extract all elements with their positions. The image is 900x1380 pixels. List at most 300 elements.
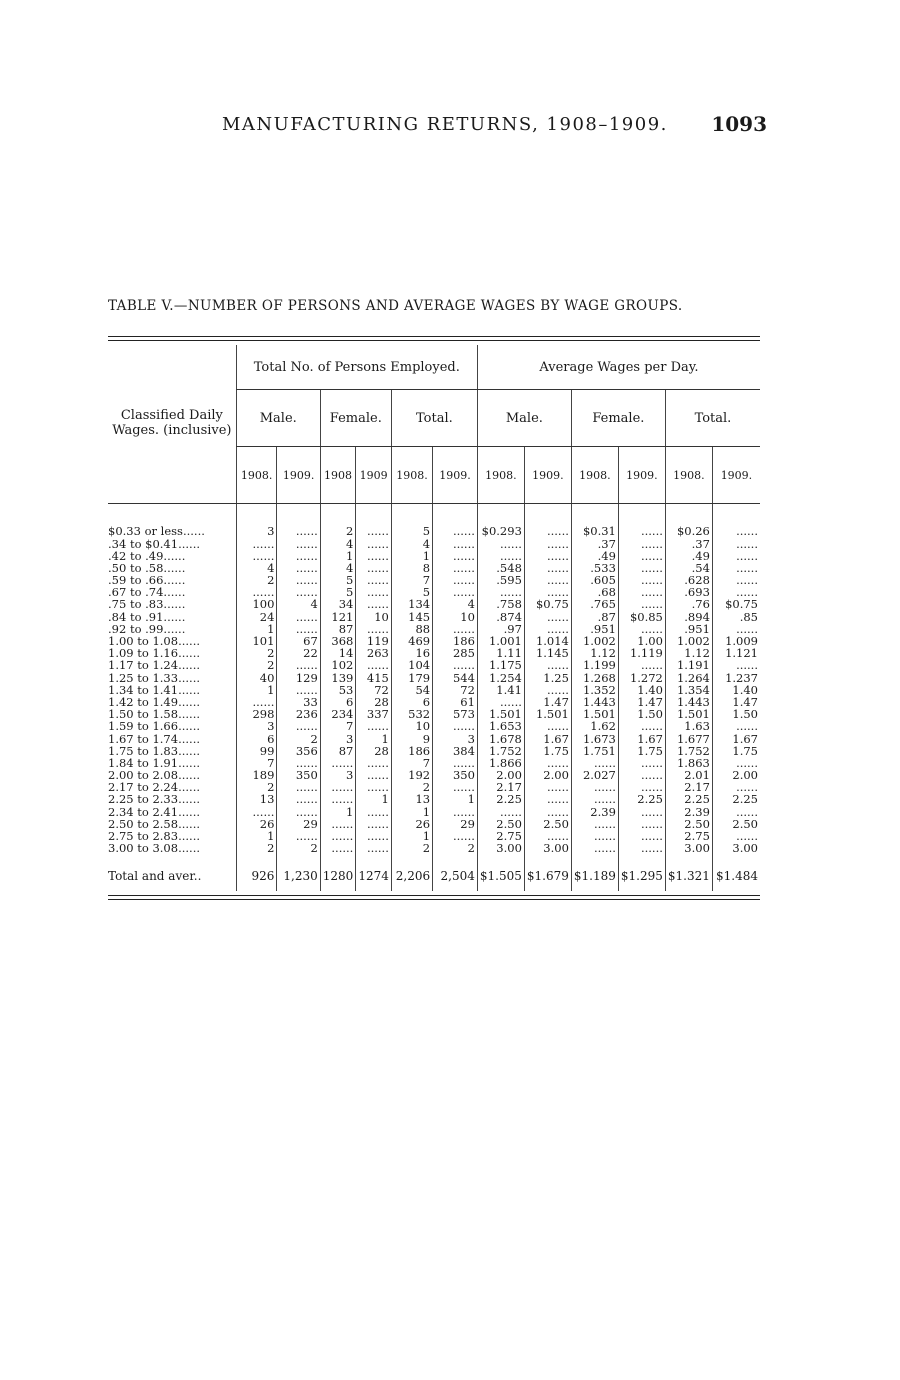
wage-class-label: 2.00 to 2.08...... [108,769,200,782]
table-cell: ...... [712,721,760,733]
table-cell: 3 [433,733,478,745]
table-cell: ...... [277,587,320,599]
table-row [108,806,760,818]
table-row [108,672,760,684]
table-cell: ...... [618,526,665,538]
table-cell: $0.26 [665,526,712,538]
table-cell: .97 [477,624,524,636]
table-cell: ...... [571,794,618,806]
table-row [108,563,760,575]
table-cell: ...... [618,831,665,843]
table-cell: ...... [277,550,320,562]
table-cell: 2 [236,575,277,587]
sub-header-total-persons: Total. [391,390,477,447]
table-cell: 119 [356,636,392,648]
table-cell: 1.653 [477,721,524,733]
table-cell: $1.295 [618,855,665,891]
table-cell: ...... [712,575,760,587]
table-cell: ...... [524,794,571,806]
table-cell: 24 [236,611,277,623]
table-cell: $0.293 [477,526,524,538]
table-cell: 1.75 [524,745,571,757]
table-cell: 1 [391,550,432,562]
table-cell: ...... [433,624,478,636]
table-cell: 1.67 [618,733,665,745]
table-cell: ...... [524,624,571,636]
table-cell: ...... [524,563,571,575]
table-cell: ...... [320,758,356,770]
table-cell: 1.752 [477,745,524,757]
table-cell: 1.11 [477,648,524,660]
table-cell: ...... [618,806,665,818]
table-cell: 1 [391,831,432,843]
table-cell: ...... [712,587,760,599]
table-cell: 1274 [356,855,392,891]
table-cell: ...... [356,550,392,562]
table-cell: $1.679 [524,855,571,891]
bottom-rule [108,895,760,896]
table-cell: ...... [356,575,392,587]
page-header [222,112,767,142]
table-cell: 4 [391,538,432,550]
table-cell: 1.254 [477,672,524,684]
wage-class-label: Total and aver.. [108,869,202,884]
wage-class-label: 1.50 to 1.58...... [108,708,200,721]
table-cell: 1.191 [665,660,712,672]
table-cell: 2 [433,843,478,855]
wage-class-label: .42 to .49...... [108,550,186,563]
table-cell: ...... [356,819,392,831]
wage-class-label: $0.33 or less...... [108,526,205,539]
table-cell: 189 [236,770,277,782]
table-cell: ...... [277,794,320,806]
table-row [108,538,760,550]
year-header: 1908. [477,447,524,504]
table-cell: 101 [236,636,277,648]
table-cell: ...... [618,819,665,831]
stub-header: Classified Daily Wages. (inclusive) [108,345,236,504]
wage-class-label: 1.42 to 1.49...... [108,696,200,709]
year-header: 1908 [320,447,356,504]
table-cell: 2,206 [391,855,432,891]
table-cell: 5 [320,575,356,587]
table-cell: 2.39 [665,806,712,818]
table-cell: .87 [571,611,618,623]
table-row [108,721,760,733]
table-cell: 7 [320,721,356,733]
table-cell: 926 [236,855,277,891]
table-cell: 3.00 [524,843,571,855]
table-cell: 1.12 [665,648,712,660]
table-row [108,575,760,587]
table-cell: 1.443 [571,697,618,709]
table-cell: 2 [236,782,277,794]
table-row [108,819,760,831]
table-cell: ...... [477,550,524,562]
table-cell: 2.50 [712,819,760,831]
table-cell: 139 [320,672,356,684]
table-cell: 5 [391,587,432,599]
table-cell: 87 [320,624,356,636]
wage-class-label: .67 to .74...... [108,586,186,600]
table-cell: ...... [277,684,320,696]
table-cell: ...... [277,721,320,733]
table-row [108,587,760,599]
table-cell: 1.863 [665,758,712,770]
table-cell: 1.264 [665,672,712,684]
table-cell: .595 [477,575,524,587]
year-header: 1908. [571,447,618,504]
table-cell: ...... [236,587,277,599]
table-cell: .605 [571,575,618,587]
table-cell: 1.678 [477,733,524,745]
table-cell: ...... [618,538,665,550]
table-cell: ...... [356,660,392,672]
table-cell: 61 [433,697,478,709]
table-cell: 6 [320,697,356,709]
table-cell: ...... [356,721,392,733]
table-cell: 1.002 [571,636,618,648]
table-cell: .874 [477,611,524,623]
table-cell: 1.40 [618,684,665,696]
table-cell: ...... [356,770,392,782]
sub-header-male-wages: Male. [477,390,571,447]
table-row [108,648,760,660]
running-title: MANUFACTURING RETURNS, 1908–1909. [222,114,668,135]
table-cell: 40 [236,672,277,684]
table-cell: 2 [391,843,432,855]
wage-class-label: 1.34 to 1.41...... [108,684,200,697]
table-cell: 104 [391,660,432,672]
table-cell: ...... [618,624,665,636]
table-cell: 7 [391,758,432,770]
table-cell: 236 [277,709,320,721]
table-cell: 72 [433,684,478,696]
table-row [108,794,760,806]
table-cell: 1.47 [524,697,571,709]
table-cell: ...... [618,575,665,587]
table-cell: 22 [277,648,320,660]
table-cell: 285 [433,648,478,660]
table-cell: ...... [236,538,277,550]
table-cell: ...... [433,782,478,794]
year-header: 1908. [236,447,277,504]
table-cell: ...... [477,587,524,599]
table-cell: 3 [320,770,356,782]
table-cell: 4 [433,599,478,611]
table-cell: ...... [236,697,277,709]
table-cell: .37 [571,538,618,550]
table-cell: 16 [391,648,432,660]
table-cell: ...... [356,538,392,550]
table-cell: 10 [356,611,392,623]
table-cell: ...... [356,526,392,538]
table-cell: ...... [356,624,392,636]
year-header: 1909 [356,447,392,504]
table-cell: 1,230 [277,855,320,891]
wage-class-label: 1.75 to 1.83...... [108,745,200,758]
year-header: 1909. [433,447,478,504]
table-cell: 350 [433,770,478,782]
table-cell: 1.009 [712,636,760,648]
table-cell: 1.50 [712,709,760,721]
table-cell: ...... [356,806,392,818]
table-cell: .49 [571,550,618,562]
table-cell: ...... [524,660,571,672]
table-cell: 1.354 [665,684,712,696]
table-cell: 1.25 [524,672,571,684]
table-cell: 1.00 [618,636,665,648]
table-cell: ...... [433,575,478,587]
table-cell: 263 [356,648,392,660]
table-cell: ...... [712,782,760,794]
table-cell: 14 [320,648,356,660]
table-row [108,831,760,843]
table-row [108,636,760,648]
table-cell: ...... [236,550,277,562]
table-cell: ...... [618,660,665,672]
table-cell: 1 [356,733,392,745]
table-cell: 544 [433,672,478,684]
group-header-wages: Average Wages per Day. [477,345,760,390]
table-cell: 1.175 [477,660,524,672]
table-cell: .628 [665,575,712,587]
table-cell: 10 [391,721,432,733]
wage-class-label: 1.00 to 1.08...... [108,635,200,648]
table-cell: ...... [277,660,320,672]
table-cell: 1.40 [712,684,760,696]
table-cell: 1 [236,831,277,843]
table-cell: 1.866 [477,758,524,770]
table-cell: 2 [391,782,432,794]
table-cell: 2.50 [665,819,712,831]
table-cell: ...... [712,806,760,818]
table-cell: 121 [320,611,356,623]
table-cell: ...... [356,563,392,575]
table-cell: ...... [524,831,571,843]
table-cell: 26 [391,819,432,831]
table-cell: 1 [320,550,356,562]
table-cell: 10 [433,611,478,623]
table-cell: .76 [665,599,712,611]
table-cell: 1.75 [712,745,760,757]
table-cell: ...... [277,575,320,587]
table-cell: 1.50 [618,709,665,721]
sub-header-female-wages: Female. [571,390,665,447]
wage-class-label: 1.59 to 1.66...... [108,721,200,734]
table-cell: 1.752 [665,745,712,757]
table-cell: 54 [391,684,432,696]
table-cell: 469 [391,636,432,648]
table-cell: .693 [665,587,712,599]
wage-class-label: 2.75 to 2.83...... [108,830,200,843]
table-cell: ...... [712,550,760,562]
table-cell: ...... [477,697,524,709]
table-cell: 3 [236,721,277,733]
table-cell: ...... [571,758,618,770]
table-cell: 234 [320,709,356,721]
table-cell: 298 [236,709,277,721]
table-cell: 145 [391,611,432,623]
table-cell: ...... [356,782,392,794]
table-cell: ...... [433,831,478,843]
table-cell: ...... [524,538,571,550]
table-cell: 368 [320,636,356,648]
table-cell: 1 [391,806,432,818]
table-cell: ...... [477,538,524,550]
table-cell: 7 [236,758,277,770]
table-row [108,697,760,709]
table-row [108,782,760,794]
table-cell: ...... [524,758,571,770]
table-cell: .951 [665,624,712,636]
table-cell: 2.25 [477,794,524,806]
table-cell: 100 [236,599,277,611]
year-header: 1908. [391,447,432,504]
table-cell: ...... [277,782,320,794]
table-row [108,599,760,611]
year-header: 1909. [524,447,571,504]
table-cell: ...... [277,806,320,818]
table-cell: ...... [236,806,277,818]
table-cell: 573 [433,709,478,721]
table-cell: ...... [618,758,665,770]
table-cell: 1.47 [712,697,760,709]
table-cell: 2.50 [477,819,524,831]
table-cell: 356 [277,745,320,757]
table-cell: 134 [391,599,432,611]
total-row [108,855,760,891]
table-cell: .533 [571,563,618,575]
table-row [108,611,760,623]
table-cell: 2.75 [477,831,524,843]
table-cell: ...... [277,624,320,636]
table-cell: $1.189 [571,855,618,891]
table-cell: 3.00 [477,843,524,855]
table-cell: ...... [524,684,571,696]
table-cell: ...... [618,587,665,599]
table-cell: ...... [524,575,571,587]
table-cell: ...... [712,624,760,636]
table-cell: ...... [356,843,392,855]
table-cell: 1.501 [477,709,524,721]
table-cell: 1.237 [712,672,760,684]
wage-class-label: .84 to .91...... [108,611,186,624]
table-cell: ...... [433,721,478,733]
table-cell: ...... [277,538,320,550]
table-cell: $0.75 [524,599,571,611]
table-cell: ...... [320,782,356,794]
table-cell: 4 [277,599,320,611]
table-cell: 67 [277,636,320,648]
table-cell: ...... [477,806,524,818]
table-cell: 53 [320,684,356,696]
table-row [108,624,760,636]
table-cell: 1.41 [477,684,524,696]
table-cell: .765 [571,599,618,611]
table-cell: 1.443 [665,697,712,709]
wage-class-label: .59 to .66...... [108,574,186,587]
table-cell: 8 [391,563,432,575]
table-cell: ...... [277,563,320,575]
table-cell: 2.25 [665,794,712,806]
table-cell: ...... [433,806,478,818]
table-cell: 2.17 [477,782,524,794]
table-cell: 3.00 [665,843,712,855]
table-cell: 129 [277,672,320,684]
table-cell: 2.50 [524,819,571,831]
table-cell: 29 [433,819,478,831]
table-cell: 2.00 [524,770,571,782]
table-cell: 13 [391,794,432,806]
table-cell: $1.484 [712,855,760,891]
wage-table [108,345,760,891]
table-cell: ...... [433,526,478,538]
wage-class-label: .75 to .83...... [108,599,186,612]
table-cell: 88 [391,624,432,636]
table-cell: 1 [320,806,356,818]
wage-class-label: 1.09 to 1.16...... [108,647,200,661]
table-cell: 72 [356,684,392,696]
table-cell: ...... [712,538,760,550]
table-cell: 1.352 [571,684,618,696]
table-cell: 5 [320,587,356,599]
wage-class-label: 2.17 to 2.24...... [108,781,200,795]
bottom-rule-double [108,899,760,900]
table-cell: 1.001 [477,636,524,648]
wage-class-label: .50 to .58...... [108,562,186,575]
wage-class-label: 2.34 to 2.41...... [108,806,200,819]
table-cell: 2.25 [712,794,760,806]
table-cell: 1.272 [618,672,665,684]
table-cell: 384 [433,745,478,757]
table-row [108,843,760,855]
table-cell: ...... [618,782,665,794]
table-cell: ...... [571,843,618,855]
table-cell: ...... [356,599,392,611]
table-cell: 2 [236,660,277,672]
table-cell: ...... [433,563,478,575]
table-cell: ...... [618,599,665,611]
table-cell: ...... [571,819,618,831]
sub-header-female-persons: Female. [320,390,391,447]
table-cell: 1.268 [571,672,618,684]
table-cell: 2.027 [571,770,618,782]
table-cell: $0.31 [571,526,618,538]
table-cell: ...... [320,831,356,843]
top-rule-double [108,340,760,341]
table-cell: 1 [356,794,392,806]
year-header: 1909. [277,447,320,504]
table-cell: 1.63 [665,721,712,733]
table-cell: ...... [571,831,618,843]
table-cell: ...... [618,563,665,575]
table-cell: 102 [320,660,356,672]
table-row [108,550,760,562]
table-cell: 532 [391,709,432,721]
table-cell: ...... [433,758,478,770]
table-cell: 1.501 [524,709,571,721]
table-cell: 28 [356,745,392,757]
table-cell: 2.75 [665,831,712,843]
table-cell: 13 [236,794,277,806]
table-cell: .758 [477,599,524,611]
table-cell: $1.321 [665,855,712,891]
table-cell: 2.01 [665,770,712,782]
table-row [108,758,760,770]
wage-class-label: 1.17 to 1.24...... [108,660,200,673]
table-cell: 4 [320,538,356,550]
